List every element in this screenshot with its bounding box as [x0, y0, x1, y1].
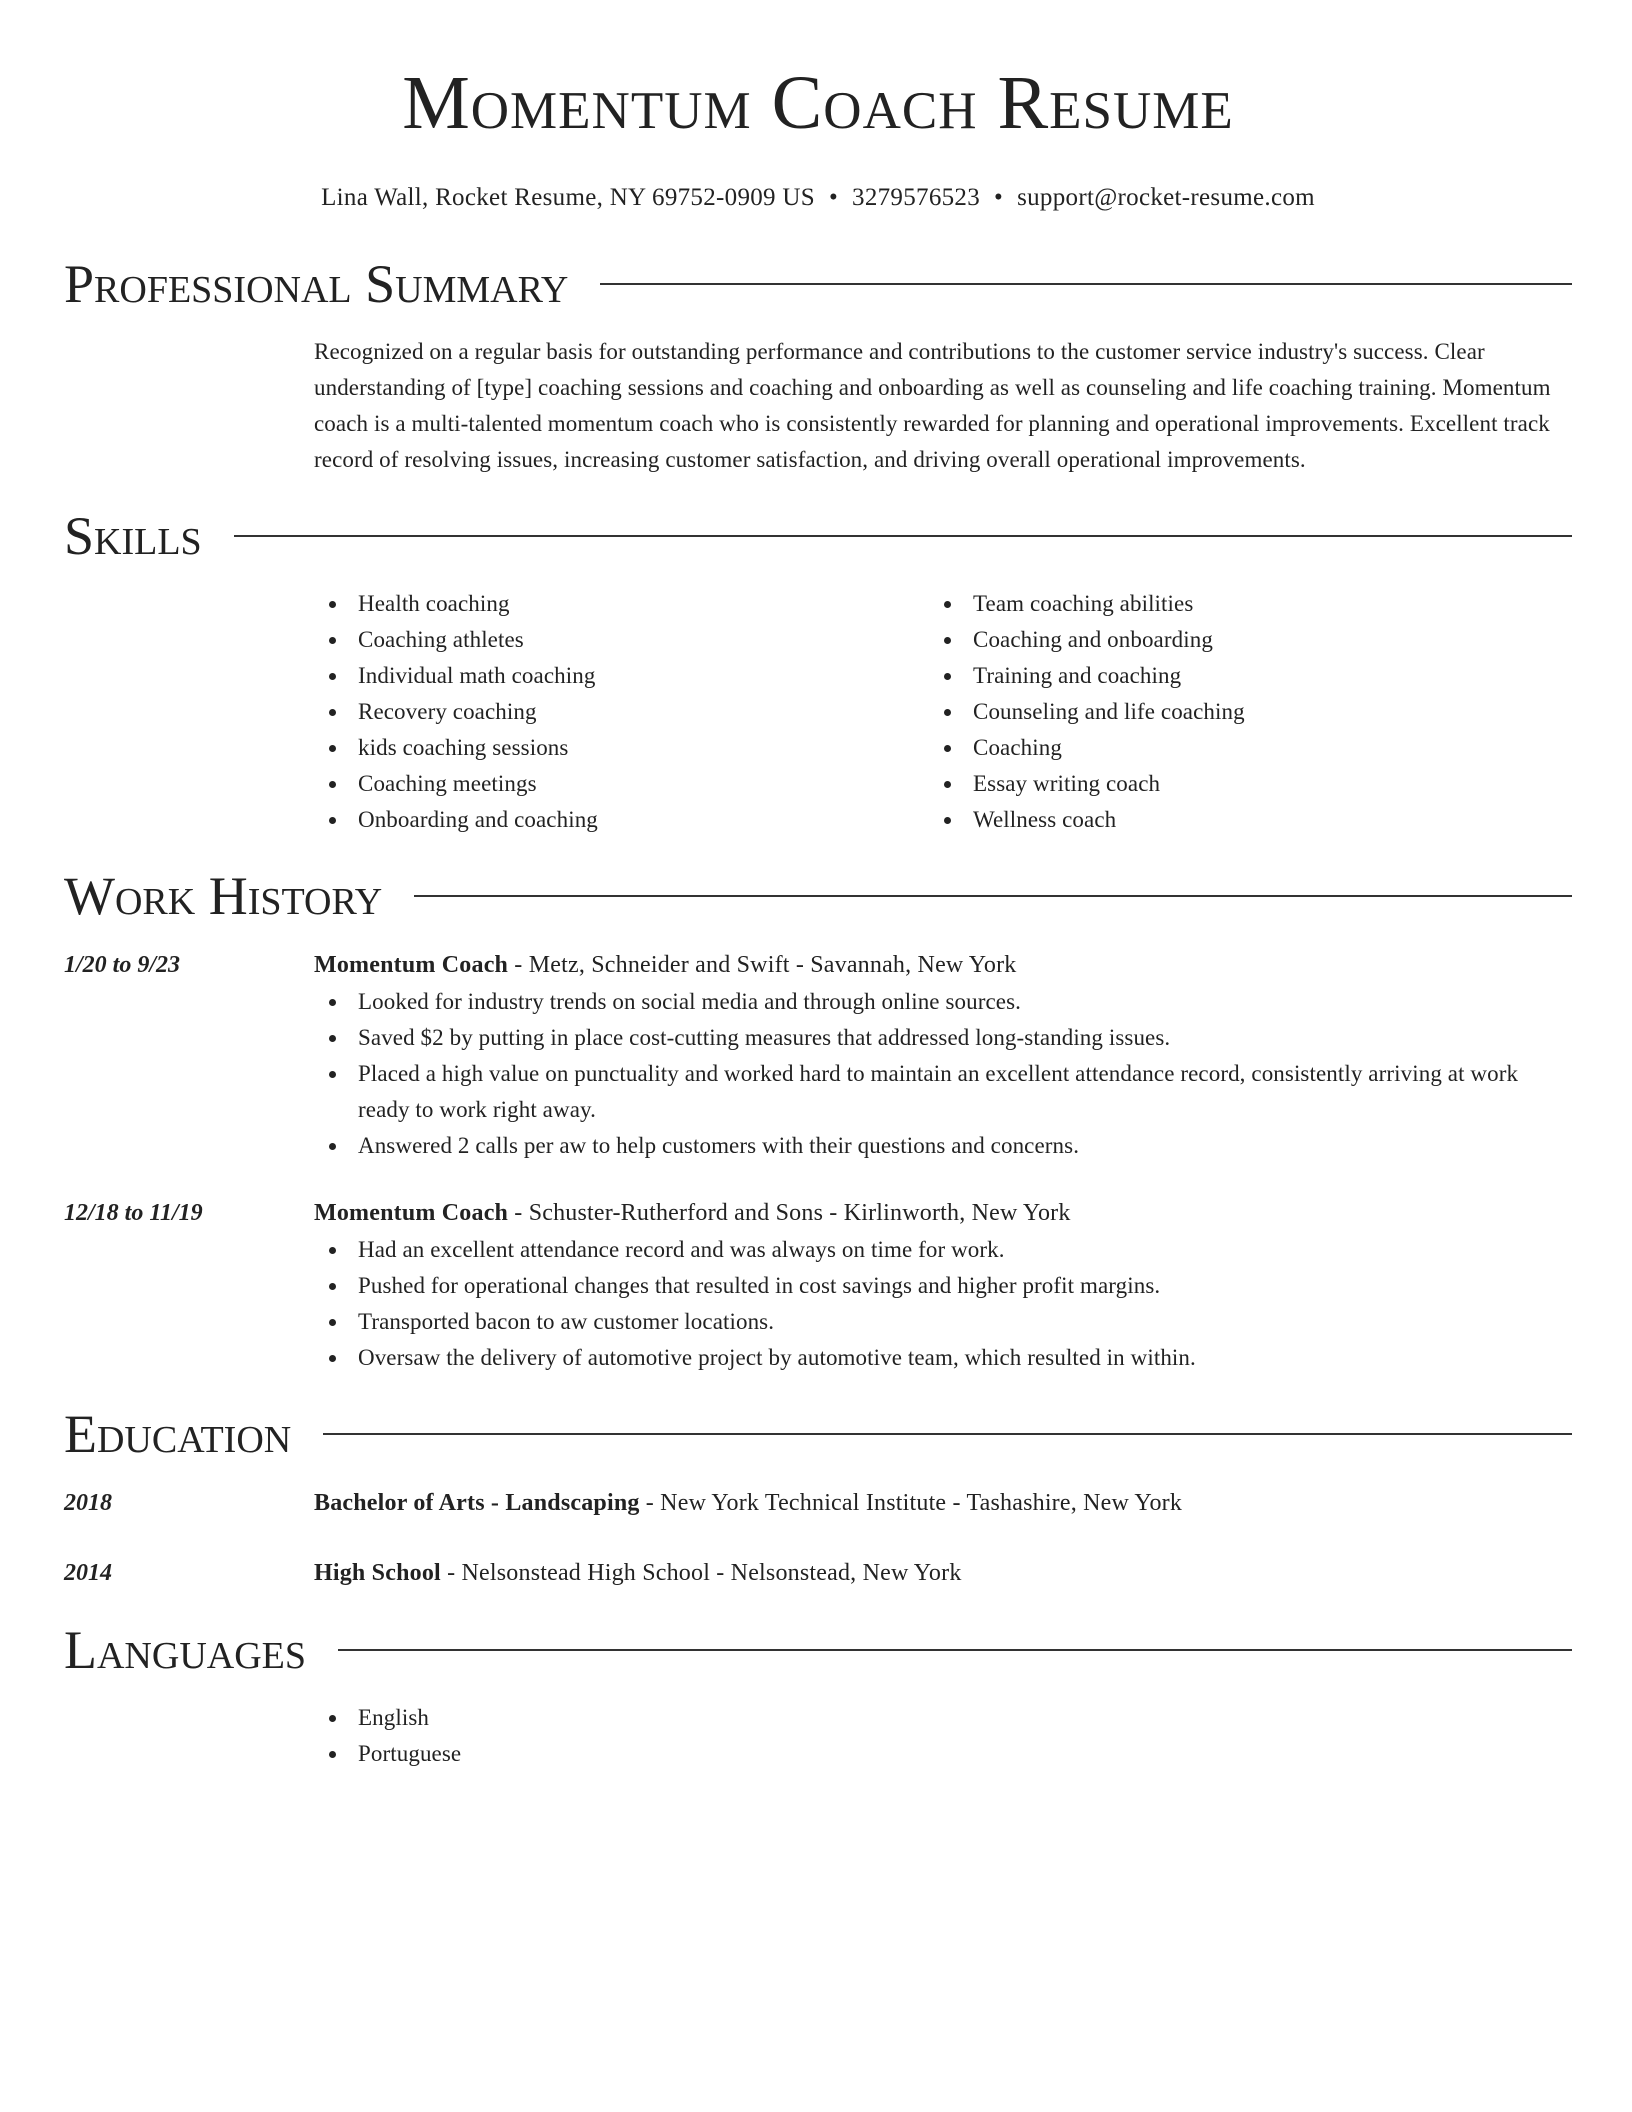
section-divider	[323, 1433, 1572, 1435]
work-entry	[64, 1194, 1572, 1376]
list-item: Oversaw the delivery of automotive project by automotive team, which resulted in within.	[314, 1340, 1572, 1376]
contact-address: Lina Wall, Rocket Resume, NY 69752-0909 US	[321, 184, 815, 211]
section-divider	[234, 535, 1572, 537]
education-entry	[64, 1554, 1572, 1592]
section-divider	[338, 1649, 1572, 1651]
list-item: Coaching athletes	[314, 622, 929, 658]
list-item: Wellness coach	[929, 802, 1544, 838]
bullet-icon	[329, 1355, 336, 1362]
work-bullets	[314, 1232, 1572, 1376]
section-work-history	[64, 860, 1572, 1376]
education-heading	[314, 1484, 1572, 1522]
section-professional-summary	[64, 248, 1572, 478]
list-item: Individual math coaching	[314, 658, 929, 694]
bullet-icon	[944, 637, 951, 644]
section-languages	[64, 1614, 1572, 1772]
education-degree: Bachelor of Arts - Landscaping	[314, 1490, 640, 1516]
contact-separator: •	[828, 184, 839, 211]
bullet-icon	[329, 1247, 336, 1254]
bullet-icon	[944, 673, 951, 680]
bullet-icon	[329, 673, 336, 680]
skills-column-right	[929, 586, 1544, 838]
list-item: Essay writing coach	[929, 766, 1544, 802]
work-role: Momentum Coach	[314, 952, 509, 978]
contact-email: support@rocket-resume.com	[1017, 184, 1315, 211]
work-bullets	[314, 984, 1572, 1164]
list-item: Had an excellent attendance record and was always on time for work.	[314, 1232, 1572, 1268]
bullet-icon	[329, 817, 336, 824]
bullet-icon	[944, 817, 951, 824]
bullet-icon	[944, 781, 951, 788]
languages-body	[314, 1700, 1572, 1772]
section-title-languages: Languages	[64, 1620, 306, 1680]
summary-body	[314, 334, 1572, 478]
section-header	[64, 1614, 1572, 1686]
contact-phone: 3279576523	[852, 184, 981, 211]
list-item: Portuguese	[314, 1736, 1572, 1772]
section-title-work: Work History	[64, 866, 383, 926]
work-details	[314, 1194, 1572, 1376]
section-divider	[600, 283, 1572, 285]
work-employer: - Schuster-Rutherford and Sons - Kirlinworth, New York	[508, 1200, 1071, 1226]
section-title-education: Education	[64, 1404, 292, 1464]
section-title-summary: Professional Summary	[64, 254, 569, 314]
list-item: kids coaching sessions	[314, 730, 929, 766]
skills-column-left	[314, 586, 929, 838]
contact-separator: •	[994, 184, 1004, 211]
section-title-skills: Skills	[64, 506, 202, 566]
section-divider	[414, 895, 1572, 897]
work-entry	[64, 946, 1572, 1164]
list-item: Onboarding and coaching	[314, 802, 929, 838]
list-item: Health coaching	[314, 586, 929, 622]
education-degree: High School	[314, 1560, 441, 1586]
summary-text: Recognized on a regular basis for outstanding performance and contributions to the customer service industry's success. Clear understanding of [type] coaching sessions and coaching and onboarding as well as counseling and life coaching training. Momentum coach is a multi-talented momentum coach who is consistently rewarded for planning and operational improvements. Excellent track record of resolving issues, increasing customer satisfaction, and driving overall operational improvements.	[314, 339, 1551, 472]
section-education	[64, 1398, 1572, 1592]
list-item: Coaching and onboarding	[929, 622, 1544, 658]
spacer	[64, 1164, 1572, 1194]
education-details	[314, 1554, 1572, 1592]
education-school: - Nelsonstead High School - Nelsonstead, New York	[440, 1560, 962, 1586]
education-school: - New York Technical Institute - Tashashire, New York	[639, 1490, 1183, 1516]
work-heading	[314, 1194, 1572, 1232]
bullet-icon	[944, 601, 951, 608]
list-item: Coaching	[929, 730, 1544, 766]
list-item: Placed a high value on punctuality and worked hard to maintain an excellent attendance record, consistently arriving at work ready to work right away.	[314, 1056, 1572, 1128]
list-item: Training and coaching	[929, 658, 1544, 694]
bullet-icon	[329, 1283, 336, 1290]
list-item: Counseling and life coaching	[929, 694, 1544, 730]
work-dates: 1/20 to 9/23	[64, 952, 181, 978]
bullet-icon	[329, 745, 336, 752]
list-item: Saved $2 by putting in place cost-cutting measures that addressed long-standing issues.	[314, 1020, 1572, 1056]
bullet-icon	[329, 1143, 336, 1150]
bullet-icon	[329, 1071, 336, 1078]
list-item: English	[314, 1700, 1572, 1736]
section-skills	[64, 500, 1572, 838]
spacer	[64, 1522, 1572, 1554]
work-dates: 12/18 to 11/19	[64, 1200, 203, 1226]
skills-list-left	[314, 586, 929, 838]
education-entry	[64, 1484, 1572, 1522]
list-item: Coaching meetings	[314, 766, 929, 802]
bullet-icon	[329, 1751, 336, 1758]
list-item: Looked for industry trends on social media and through online sources.	[314, 984, 1572, 1020]
work-employer: - Metz, Schneider and Swift - Savannah, New York	[508, 952, 1017, 978]
bullet-icon	[329, 781, 336, 788]
list-item: Pushed for operational changes that resulted in cost savings and higher profit margins.	[314, 1268, 1572, 1304]
bullet-icon	[329, 709, 336, 716]
list-item: Transported bacon to aw customer locations.	[314, 1304, 1572, 1340]
bullet-icon	[944, 709, 951, 716]
skills-list-right	[929, 586, 1544, 838]
languages-list	[314, 1700, 1572, 1772]
bullet-icon	[329, 999, 336, 1006]
bullet-icon	[329, 1715, 336, 1722]
section-header	[64, 1398, 1572, 1470]
education-details	[314, 1484, 1572, 1522]
education-year: 2014	[64, 1560, 112, 1586]
list-item: Team coaching abilities	[929, 586, 1544, 622]
education-year: 2018	[64, 1490, 112, 1516]
section-header	[64, 248, 1572, 320]
work-heading	[314, 946, 1572, 984]
bullet-icon	[329, 637, 336, 644]
education-heading	[314, 1554, 1572, 1592]
section-header	[64, 860, 1572, 932]
bullet-icon	[329, 1319, 336, 1326]
list-item: Recovery coaching	[314, 694, 929, 730]
bullet-icon	[944, 745, 951, 752]
skills-grid	[314, 586, 1572, 838]
bullet-icon	[329, 1035, 336, 1042]
work-details	[314, 946, 1572, 1164]
contact-line	[64, 182, 1572, 214]
bullet-icon	[329, 601, 336, 608]
list-item: Answered 2 calls per aw to help customers with their questions and concerns.	[314, 1128, 1572, 1164]
work-role: Momentum Coach	[314, 1200, 509, 1226]
resume-title: Momentum Coach Resume	[402, 61, 1234, 145]
section-header	[64, 500, 1572, 572]
